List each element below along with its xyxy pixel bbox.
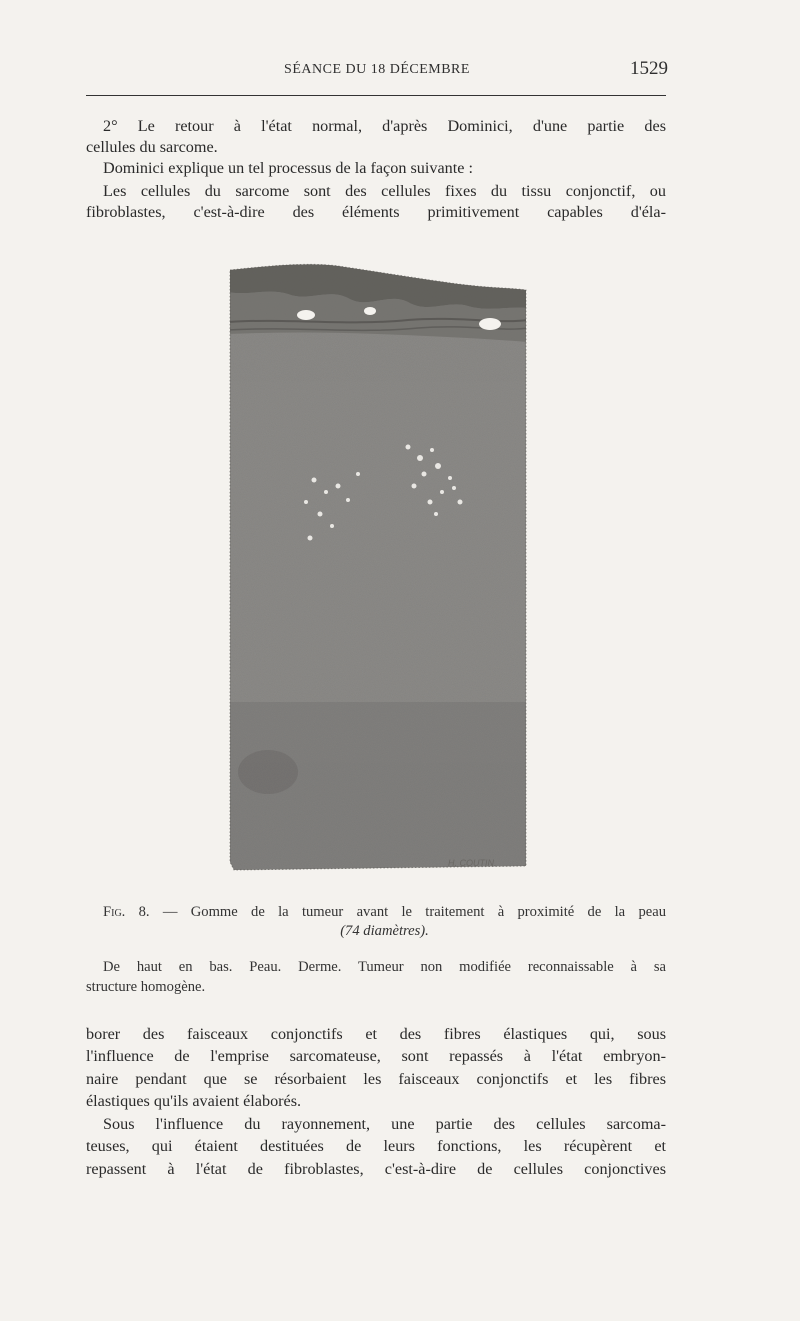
body-line: fibroblastes, c'est-à-dire des éléments primitivement capables d'éla- (86, 203, 666, 221)
body-line: l'influence de l'emprise sarcomateuse, sont repassés à l'état embryon- (86, 1047, 666, 1065)
page-header (86, 58, 668, 84)
body-line: Dominici explique un tel processus de la façon suivante : (103, 159, 473, 177)
body-line: borer des faisceaux conjonctifs et des fibres élastiques qui, sous (86, 1025, 666, 1043)
histology-drawing (228, 262, 528, 874)
figure-label: Fig. 8. (103, 904, 150, 920)
body-line: cellules du sarcome. (86, 138, 218, 156)
body-line: Les cellules du sarcome sont des cellules fixes du tissu conjonctif, ou (103, 182, 666, 200)
body-line: Sous l'influence du rayonnement, une partie des cellules sarcoma- (103, 1115, 666, 1133)
body-line: élastiques qu'ils avaient élaborés. (86, 1092, 302, 1110)
body-line: 2° Le retour à l'état normal, d'après Dominici, d'une partie des (103, 117, 666, 135)
artist-signature: H. COUTIN. (448, 858, 497, 868)
caption-text: — Gomme de la tumeur avant le traitement à proximité de la peau (149, 904, 666, 920)
figure-legend-line: structure homogène. (86, 979, 206, 995)
caption-magnification: (74 diamètres). (340, 923, 429, 939)
header-rule (86, 95, 666, 96)
page-number: 1529 (630, 58, 668, 79)
body-line: repassent à l'état de fibroblastes, c'est-à-dire de cellules conjonctives (86, 1160, 666, 1178)
body-line: teuses, qui étaient destituées de leurs fonctions, les récupèrent et (86, 1137, 666, 1155)
figure-caption (103, 902, 666, 922)
histology-figure (228, 262, 528, 874)
body-line: naire pendant que se résorbaient les faisceaux conjonctifs et les fibres (86, 1070, 666, 1088)
figure-legend-line: De haut en bas. Peau. Derme. Tumeur non modifiée reconnaissable à sa (103, 959, 666, 975)
running-head: SÉANCE DU 18 DÉCEMBRE (284, 62, 470, 77)
